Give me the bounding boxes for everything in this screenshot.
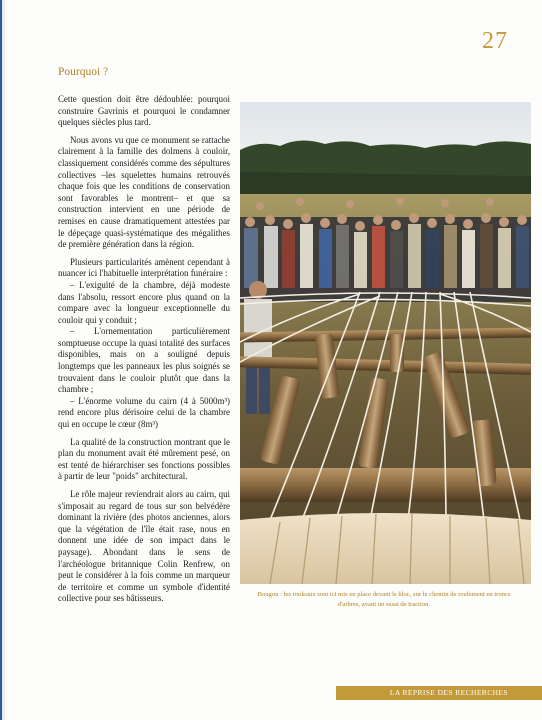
page-edge-rule bbox=[0, 0, 2, 720]
paragraph-particularites: Plusieurs particularités amènent cependant à nuancer ici l'habituelle interprétation funéraire : bbox=[58, 256, 230, 279]
paragraph-intro: Cette question doit être dédoublée: pourquoi construire Gavrinis et pourquoi le condamner quelques siècles plus tard. bbox=[58, 94, 230, 128]
body-text-column bbox=[58, 94, 230, 611]
paragraph-list-chambre: – L'exiguïté de la chambre, déjà modeste dans l'absolu, ressort encore plus quand on la compare avec la longueur exceptionnelle du couloir qui y conduit ; bbox=[58, 279, 230, 325]
paragraph-list-ornementation: – L'ornementation particulièrement somptueuse occupe la quasi totalité des surfaces disponibles, mais on a souligné depuis longtemps que les panneaux les plus soignés se trouvaient dans le couloir plutôt que dans la chambre ; bbox=[58, 326, 230, 395]
photo-caption: Bougon : les rouleaux sont ici mis en place devant le bloc, sur le chemin de roulement en troncs d'arbres, avant un essai de traction. bbox=[257, 591, 511, 608]
paragraph-qualite: La qualité de la construction montrant que le plan du monument avait été mûrement pesé, on est tenté de hiérarchiser ses fonctions possibles à partir de leur "poids" architectural. bbox=[58, 436, 230, 482]
paragraph-role-majeur: Le rôle majeur reviendrait alors au cairn, qui s'imposait au regard de tous sur son belvédère dominant la rivière (des photos anciennes, alors que la végétation de l'île était rase, nous en donnent une idée de son impact dans le paysage). Abondant dans le sens de l'archéologue britannique Colin Renfrew, on peut le considérer à la fois comme un marqueur de territoire et comme un symbole d'identité collective pour ses bâtisseurs. bbox=[58, 489, 230, 604]
paragraph-list-cairn: – L'énorme volume du cairn (4 à 5000m³) rend encore plus dérisoire celui de la chambre qui en occupe le cœur (8m³) bbox=[58, 395, 230, 430]
page-number: 27 bbox=[482, 28, 508, 54]
paragraph-dolmens: Nous avons vu que ce monument se rattache clairement à la famille des dolmens à couloir, classiquement considérés comme des sépultures collectives –les squelettes humains retrouvés chaque fois que les conditions de conservation sont favorables le montrent– et que sa construction intervient en une période de remises en cause dramatiquement attestées par le dépeçage quasi-systématique des mégalithes de première génération dans la région. bbox=[58, 134, 230, 250]
photo-bougon-traction bbox=[240, 102, 531, 584]
footer-chapter-title: LA REPRISE DES RECHERCHES bbox=[389, 688, 508, 697]
section-title: Pourquoi ? bbox=[58, 66, 109, 78]
